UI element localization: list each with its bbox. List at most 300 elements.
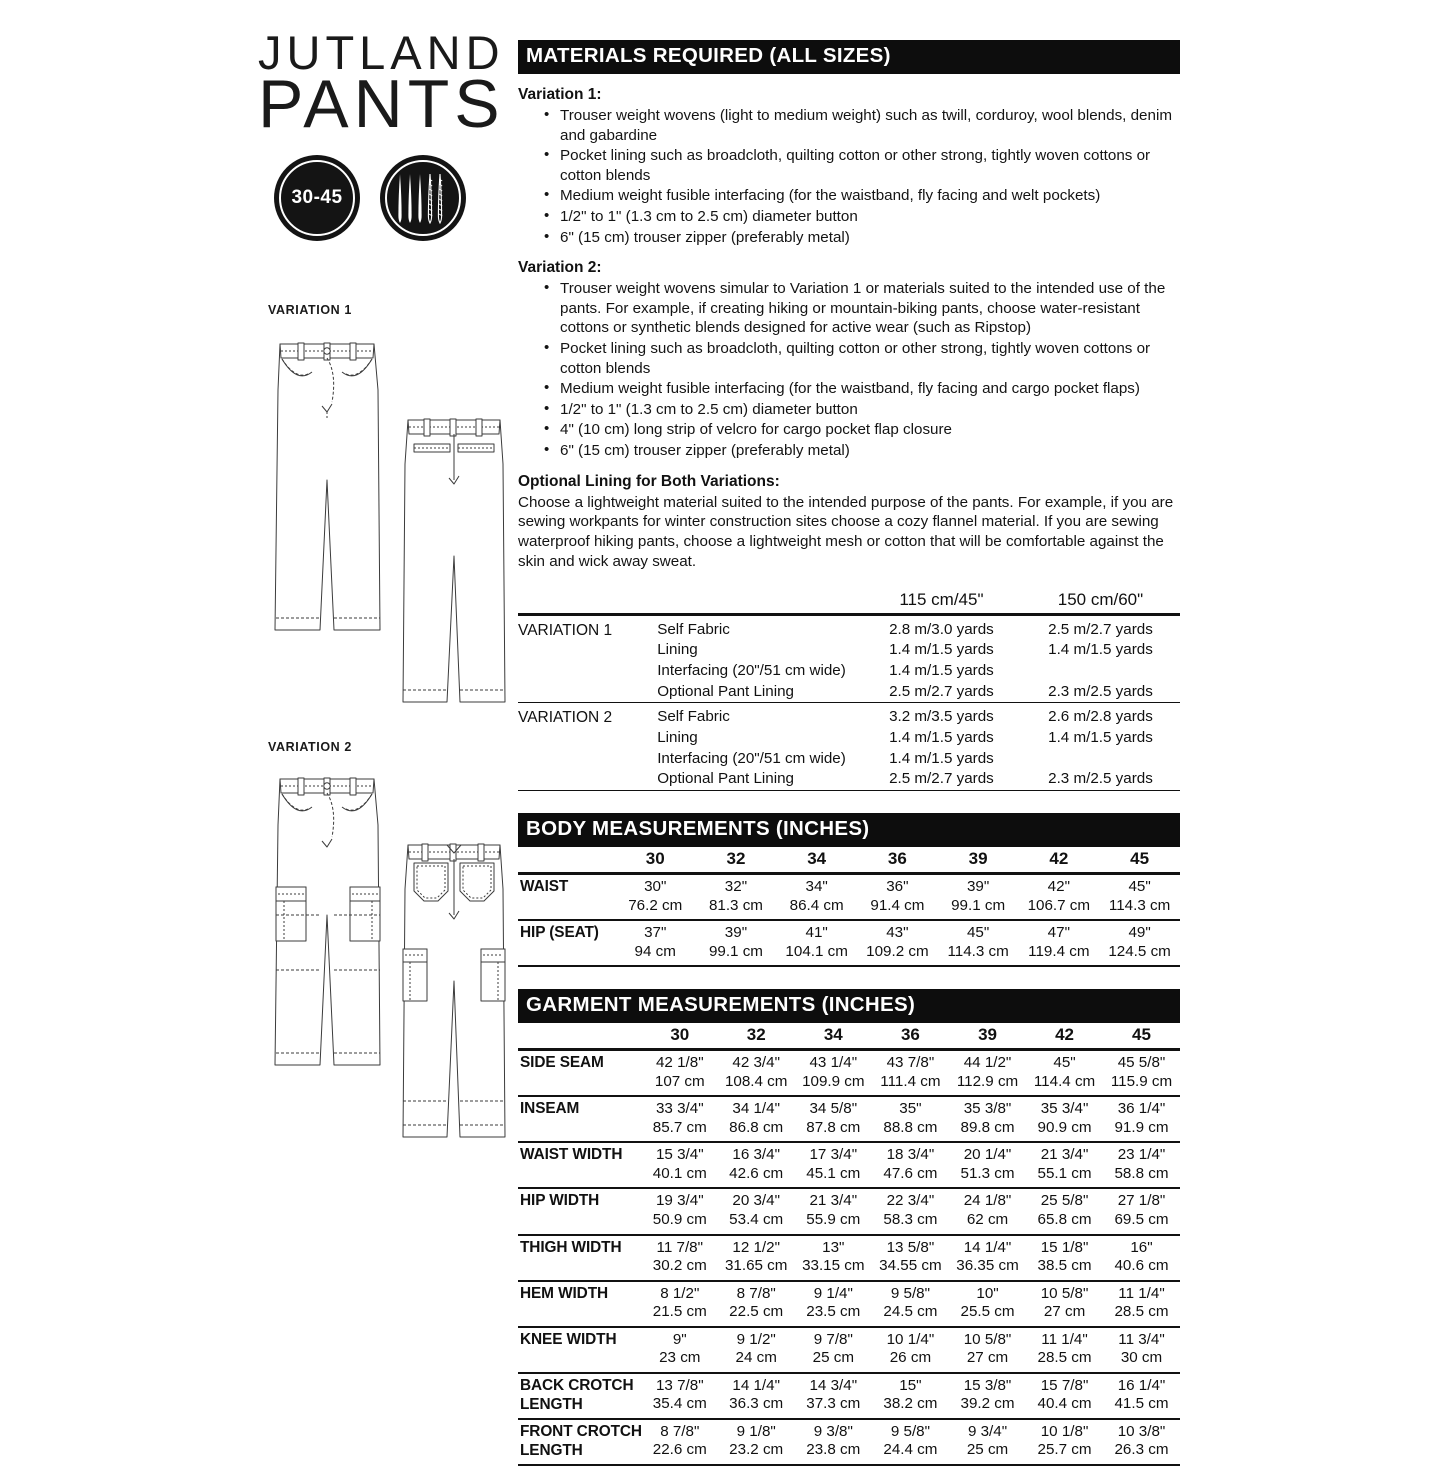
- measurement-cell: [949, 1281, 1026, 1327]
- value-cm: 87.8 cm: [806, 1118, 861, 1136]
- value-inches: 21 3/4": [809, 1192, 858, 1210]
- measurement-cell: [718, 1281, 795, 1327]
- value-inches: 13 7/8": [655, 1376, 704, 1394]
- size-header: 36: [887, 849, 907, 869]
- measurement-cell: [872, 1419, 949, 1465]
- measurement-cell: [1103, 1188, 1180, 1234]
- variation-2-heading: Variation 2:: [518, 259, 602, 277]
- measurement-cell: [776, 920, 857, 966]
- value-inches: 10 3/8": [1117, 1422, 1166, 1440]
- table-row: [518, 1419, 1180, 1465]
- value-inches: 14 1/4": [963, 1238, 1012, 1256]
- item-label: Interfacing (20"/51 cm wide): [657, 749, 846, 767]
- value-inches: 13": [822, 1238, 845, 1256]
- item-label: Optional Pant Lining: [657, 682, 794, 700]
- list-item: • Pocket lining such as broadcloth, quilting cotton or other strong, tightly woven cottons or cotton blends: [544, 339, 1180, 378]
- row-label: THIGH WIDTH: [518, 1235, 642, 1281]
- table-row: [518, 1188, 1180, 1234]
- size-header: 30: [645, 849, 665, 869]
- measurement-cell: [872, 1188, 949, 1234]
- value-cm: 109.2 cm: [866, 942, 929, 960]
- value-cm: 62 cm: [966, 1211, 1009, 1228]
- measurement-cell: [615, 874, 696, 921]
- value-inches: 34 5/8": [809, 1100, 858, 1118]
- value-inches: 34": [805, 878, 828, 896]
- value-cm: 24.5 cm: [883, 1303, 938, 1321]
- measurement-cell: [1103, 1281, 1180, 1327]
- size-range-label: 30-45: [291, 186, 343, 208]
- value-cm: 50.9 cm: [652, 1211, 707, 1228]
- value-cm: 51.3 cm: [960, 1164, 1015, 1182]
- value-inches: 9 3/4": [967, 1422, 1008, 1440]
- list-item: • Trouser weight wovens simular to Variation 1 or materials suited to the intended use of the pants. For example, if creating hiking or mountain-biking pants, choose water-resistant cottons or synthetic blends designed for active wear (such as Ripstop): [544, 279, 1180, 338]
- measurement-cell: [1018, 920, 1099, 966]
- measurement-cell: [872, 1373, 949, 1419]
- value-inches: 10 1/4": [886, 1330, 935, 1348]
- row-label: INSEAM: [518, 1096, 642, 1142]
- value-cm: 114.3 cm: [1108, 896, 1171, 914]
- measurement-cell: [615, 920, 696, 966]
- measurement-cell: [1026, 1327, 1103, 1373]
- left-column: [258, 26, 508, 241]
- table-row: [518, 1142, 1180, 1188]
- value-cm: 99.1 cm: [708, 942, 763, 960]
- value-cm: 27 cm: [966, 1349, 1009, 1367]
- value-inches: 39": [724, 924, 748, 942]
- value-cm: 86.4 cm: [789, 896, 844, 914]
- value-cm: 33.15 cm: [802, 1257, 865, 1275]
- value-cm: 86.8 cm: [729, 1118, 784, 1136]
- value-inches: 14 1/4": [732, 1376, 780, 1394]
- value-cm: 88.8 cm: [883, 1118, 938, 1136]
- value-inches: 37": [644, 924, 667, 942]
- value-cm: 115.9 cm: [1110, 1072, 1173, 1090]
- row-label: KNEE WIDTH: [518, 1327, 642, 1373]
- measurement-cell: [642, 1142, 718, 1188]
- value-inches: 25 5/8": [1040, 1192, 1089, 1210]
- measurement-cell: [696, 920, 777, 966]
- value-cm: 108.4 cm: [724, 1072, 788, 1090]
- item-label: Lining: [657, 641, 698, 659]
- value-cm: 89.8 cm: [960, 1118, 1015, 1136]
- value-cm: 24 cm: [735, 1349, 777, 1367]
- measurement-cell: [718, 1419, 795, 1465]
- value-cm: 27 cm: [1043, 1303, 1086, 1321]
- value-cm: 31.65 cm: [724, 1257, 788, 1275]
- spacer-cell: [657, 590, 862, 615]
- body-measurements-section-header: BODY MEASUREMENTS (INCHES): [518, 813, 1180, 847]
- value: 2.8 m/3.0 yards: [889, 620, 994, 638]
- variation-2-technical-drawing: [262, 765, 512, 1190]
- measurement-cell: [642, 1188, 718, 1234]
- measurement-cell: [938, 874, 1019, 921]
- row-label: HEM WIDTH: [518, 1281, 642, 1327]
- value-cm: 23.5 cm: [806, 1303, 861, 1321]
- measurement-cell: [1103, 1050, 1180, 1097]
- measurement-cell: [795, 1050, 872, 1097]
- value-cm: 25.7 cm: [1037, 1441, 1092, 1459]
- value-cm: 40.6 cm: [1114, 1257, 1169, 1275]
- value-inches: 42": [1047, 878, 1070, 896]
- value-cm: 109.9 cm: [802, 1072, 865, 1090]
- value-inches: 41": [805, 924, 828, 942]
- table-header-row: [518, 847, 1180, 874]
- value-inches: 15 7/8": [1040, 1376, 1089, 1394]
- value-inches: 9 5/8": [890, 1422, 930, 1440]
- group-label: VARIATION 1: [518, 614, 657, 703]
- value-cm: 106.7 cm: [1027, 896, 1091, 914]
- value-inches: 12 1/2": [732, 1238, 780, 1256]
- measurement-cell: [795, 1142, 872, 1188]
- value-cm: 30.2 cm: [652, 1257, 707, 1275]
- value-cm: 23.2 cm: [729, 1441, 784, 1459]
- item-label: Self Fabric: [657, 620, 730, 638]
- measurement-cell: [1103, 1235, 1180, 1281]
- variation-2-illustration-label: VARIATION 2: [268, 740, 352, 754]
- size-header: 34: [807, 849, 827, 869]
- value-inches: 14 3/4": [809, 1376, 858, 1394]
- value-inches: 9 1/4": [813, 1284, 853, 1302]
- table-row: [518, 1373, 1180, 1419]
- table-row: [518, 1281, 1180, 1327]
- value-inches: 10": [976, 1284, 999, 1302]
- measurement-cell: [949, 1235, 1026, 1281]
- measurement-cell: [949, 1188, 1026, 1234]
- item-label: Optional Pant Lining: [657, 770, 794, 788]
- value-inches: 11 3/4": [1118, 1330, 1165, 1348]
- value-inches: 34 1/4": [732, 1100, 780, 1118]
- value-cm: 55.1 cm: [1037, 1164, 1092, 1182]
- row-label: BACK CROTCH LENGTH: [518, 1373, 642, 1419]
- measurement-cell: [1026, 1281, 1103, 1327]
- value-cm: 47.6 cm: [883, 1164, 938, 1182]
- value-cm: 26.3 cm: [1114, 1441, 1169, 1459]
- measurement-cell: [1026, 1188, 1103, 1234]
- value-inches: 15 3/8": [963, 1376, 1012, 1394]
- value-inches: 42 3/4": [732, 1054, 780, 1072]
- measurement-cell: [642, 1373, 718, 1419]
- difficulty-needles-badge: [380, 155, 466, 241]
- measurement-cell: [718, 1327, 795, 1373]
- value: [1021, 749, 1180, 770]
- value-inches: 43 1/4": [809, 1054, 858, 1072]
- table-row: [518, 1050, 1180, 1097]
- row-label: HIP (SEAT): [518, 920, 615, 966]
- materials-section-header: MATERIALS REQUIRED (ALL SIZES): [518, 40, 1180, 74]
- group-values-115: [862, 614, 1021, 703]
- measurement-cell: [949, 1096, 1026, 1142]
- size-header: 32: [746, 1025, 766, 1045]
- value-inches: 22 3/4": [886, 1192, 935, 1210]
- value-inches: 20 1/4": [963, 1146, 1012, 1164]
- value-cm: 55.9 cm: [806, 1211, 861, 1228]
- value-cm: 119.4 cm: [1028, 942, 1090, 960]
- value-cm: 22.6 cm: [652, 1441, 707, 1459]
- column-header-115: 115 cm/45": [899, 589, 984, 609]
- size-header: 39: [978, 1025, 997, 1045]
- value-inches: 15 1/8": [1040, 1238, 1089, 1256]
- value-cm: 30 cm: [1120, 1349, 1163, 1367]
- value-inches: 9 7/8": [813, 1330, 853, 1348]
- spacer-cell: [518, 847, 615, 874]
- row-label: WAIST: [518, 874, 615, 921]
- value-inches: 35 3/4": [1040, 1100, 1089, 1118]
- body-measurements-table: [518, 847, 1180, 967]
- measurement-cell: [1026, 1050, 1103, 1097]
- variation-1-heading: Variation 1:: [518, 85, 602, 103]
- measurement-cell: [1099, 874, 1180, 921]
- value-cm: 53.4 cm: [729, 1211, 784, 1228]
- value-cm: 36.35 cm: [956, 1257, 1019, 1275]
- table-row: [518, 703, 1180, 791]
- measurement-cell: [872, 1281, 949, 1327]
- table-row: [518, 1096, 1180, 1142]
- value-inches: 11 1/4": [1118, 1284, 1165, 1302]
- garment-measurements-section-header: GARMENT MEASUREMENTS (INCHES): [518, 989, 1180, 1023]
- right-column: [518, 40, 1180, 1466]
- needles-icon: [397, 171, 449, 225]
- measurement-cell: [795, 1281, 872, 1327]
- measurement-cell: [718, 1050, 795, 1097]
- value-cm: 40.4 cm: [1037, 1395, 1092, 1413]
- value-cm: 65.8 cm: [1037, 1211, 1092, 1228]
- value-inches: 13 5/8": [886, 1238, 935, 1256]
- value-cm: 81.3 cm: [708, 896, 763, 914]
- value-inches: 27 1/8": [1117, 1192, 1166, 1210]
- value-inches: 44 1/2": [963, 1054, 1012, 1072]
- measurement-cell: [795, 1419, 872, 1465]
- value-cm: 58.8 cm: [1114, 1164, 1169, 1182]
- measurement-cell: [1026, 1235, 1103, 1281]
- value-inches: 16 3/4": [732, 1146, 780, 1164]
- value-inches: 9 1/8": [736, 1422, 776, 1440]
- measurement-cell: [949, 1327, 1026, 1373]
- value-inches: 45": [1128, 878, 1151, 896]
- value-cm: 38.2 cm: [883, 1395, 938, 1413]
- value-inches: 10 5/8": [1040, 1284, 1089, 1302]
- value-inches: 11 7/8": [656, 1238, 704, 1256]
- measurement-cell: [949, 1419, 1026, 1465]
- value-inches: 9": [672, 1330, 687, 1348]
- table-header-row: [518, 1023, 1180, 1050]
- size-header: 39: [968, 849, 988, 869]
- value-cm: 26 cm: [889, 1349, 932, 1367]
- value-cm: 25 cm: [812, 1349, 854, 1367]
- value-inches: 35 3/8": [963, 1100, 1012, 1118]
- value: 1.4 m/1.5 yards: [889, 729, 994, 747]
- value: 1.4 m/1.5 yards: [889, 641, 994, 659]
- value-inches: 8 7/8": [660, 1422, 700, 1440]
- group-label: VARIATION 2: [518, 703, 657, 791]
- value-inches: 16": [1130, 1238, 1153, 1256]
- measurement-cell: [949, 1142, 1026, 1188]
- value-inches: 43": [886, 924, 909, 942]
- value-cm: 94 cm: [634, 942, 676, 960]
- value-cm: 22.5 cm: [729, 1303, 784, 1321]
- value-inches: 36 1/4": [1117, 1100, 1166, 1118]
- measurement-cell: [696, 874, 777, 921]
- table-row: [518, 1327, 1180, 1373]
- list-item: • Medium weight fusible interfacing (for the waistband, fly facing and cargo pocket flaps): [544, 379, 1180, 399]
- value-cm: 25.5 cm: [960, 1303, 1015, 1321]
- group-values-115: [862, 703, 1021, 791]
- value: 1.4 m/1.5 yards: [889, 662, 994, 680]
- value-cm: 114.4 cm: [1033, 1072, 1096, 1090]
- measurement-cell: [1026, 1419, 1103, 1465]
- value-inches: 42 1/8": [655, 1054, 704, 1072]
- value-inches: 17 3/4": [809, 1146, 858, 1164]
- value-inches: 8 7/8": [736, 1284, 776, 1302]
- value: 2.6 m/2.8 yards: [1048, 708, 1153, 726]
- size-header: 42: [1055, 1025, 1074, 1045]
- value-cm: 39.2 cm: [960, 1395, 1015, 1413]
- value-cm: 69.5 cm: [1114, 1211, 1169, 1228]
- optional-lining-text: Choose a lightweight material suited to the intended purpose of the pants. For example, if you are sewing workpants for winter construction sites choose a cozy flannel material. If you are sewing waterproof hiking pants, choose a lightweight mesh or cotton that will be comfortable against the skin and wick away sweat.: [518, 493, 1174, 570]
- list-item: • Trouser weight wovens (light to medium weight) such as twill, corduroy, wool blends, denim and gabardine: [544, 106, 1180, 145]
- measurement-cell: [1026, 1373, 1103, 1419]
- measurement-cell: [642, 1327, 718, 1373]
- size-header: 30: [670, 1025, 690, 1045]
- size-header: 42: [1049, 849, 1069, 869]
- value-inches: 15": [899, 1376, 922, 1394]
- value: 2.5 m/2.7 yards: [889, 682, 994, 700]
- value-inches: 30": [644, 878, 667, 896]
- variation-1-technical-drawing: [262, 330, 512, 735]
- value-inches: 19 3/4": [655, 1192, 704, 1210]
- measurement-cell: [1026, 1142, 1103, 1188]
- group-items: [657, 703, 862, 791]
- row-label: HIP WIDTH: [518, 1188, 642, 1234]
- value-cm: 37.3 cm: [806, 1395, 861, 1413]
- measurement-cell: [1026, 1096, 1103, 1142]
- value: 1.4 m/1.5 yards: [1048, 641, 1153, 659]
- value-cm: 38.5 cm: [1037, 1257, 1092, 1275]
- value-inches: 43 7/8": [886, 1054, 935, 1072]
- size-header: 45: [1132, 1025, 1151, 1045]
- value-cm: 28.5 cm: [1114, 1303, 1169, 1321]
- size-header: 34: [823, 1025, 843, 1045]
- value-cm: 85.7 cm: [652, 1118, 707, 1136]
- measurement-cell: [795, 1373, 872, 1419]
- value: 1.4 m/1.5 yards: [1048, 729, 1153, 747]
- list-item: • 6" (15 cm) trouser zipper (preferably metal): [544, 441, 1180, 461]
- fabric-requirements-table: [518, 590, 1180, 791]
- value-cm: 28.5 cm: [1037, 1349, 1092, 1367]
- size-range-badge: [274, 155, 360, 241]
- measurement-cell: [1103, 1096, 1180, 1142]
- measurement-cell: [718, 1142, 795, 1188]
- optional-lining-heading: Optional Lining for Both Variations:: [518, 472, 780, 490]
- value-cm: 25 cm: [966, 1441, 1009, 1459]
- row-label: FRONT CROTCH LENGTH: [518, 1419, 642, 1465]
- variation-1-illustration-label: VARIATION 1: [268, 303, 352, 317]
- measurement-cell: [642, 1096, 718, 1142]
- measurement-cell: [872, 1327, 949, 1373]
- measurement-cell: [795, 1235, 872, 1281]
- measurement-cell: [795, 1327, 872, 1373]
- measurement-cell: [718, 1235, 795, 1281]
- value-inches: 16 1/4": [1117, 1376, 1166, 1394]
- measurement-cell: [1099, 920, 1180, 966]
- value-cm: 112.9 cm: [956, 1072, 1019, 1090]
- value-cm: 23 cm: [659, 1349, 701, 1367]
- measurement-cell: [642, 1281, 718, 1327]
- value-inches: 45": [966, 924, 990, 942]
- value-cm: 91.9 cm: [1114, 1118, 1169, 1136]
- measurement-cell: [642, 1419, 718, 1465]
- value-cm: 42.6 cm: [729, 1164, 784, 1182]
- value-cm: 104.1 cm: [785, 942, 848, 960]
- value: 2.5 m/2.7 yards: [1048, 620, 1153, 638]
- list-item: • Medium weight fusible interfacing (for the waistband, fly facing and welt pockets): [544, 186, 1180, 206]
- variation-1-materials-list: [518, 106, 1180, 247]
- value-inches: 21 3/4": [1040, 1146, 1089, 1164]
- value-cm: 41.5 cm: [1114, 1395, 1169, 1413]
- value-inches: 10 5/8": [963, 1330, 1012, 1348]
- value-cm: 45.1 cm: [806, 1164, 861, 1182]
- value-inches: 49": [1128, 924, 1151, 942]
- value: 2.5 m/2.7 yards: [889, 770, 994, 788]
- measurement-cell: [857, 920, 938, 966]
- row-label: WAIST WIDTH: [518, 1142, 642, 1188]
- value-cm: 111.4 cm: [880, 1072, 941, 1090]
- measurement-cell: [795, 1096, 872, 1142]
- measurement-cell: [1103, 1327, 1180, 1373]
- value-cm: 91.4 cm: [870, 896, 925, 914]
- column-header-150: 150 cm/60": [1057, 589, 1144, 609]
- measurement-cell: [949, 1050, 1026, 1097]
- measurement-cell: [776, 874, 857, 921]
- measurement-cell: [872, 1142, 949, 1188]
- list-item: • 1/2" to 1" (1.3 cm to 2.5 cm) diameter button: [544, 207, 1180, 227]
- measurement-cell: [872, 1050, 949, 1097]
- value-inches: 23 1/4": [1117, 1146, 1166, 1164]
- value-inches: 24 1/8": [963, 1192, 1012, 1210]
- value-inches: 47": [1047, 924, 1070, 942]
- value-inches: 15 3/4": [655, 1146, 704, 1164]
- value-inches: 9 5/8": [890, 1284, 930, 1302]
- table-row: [518, 1235, 1180, 1281]
- value-inches: 8 1/2": [660, 1284, 700, 1302]
- value: 2.3 m/2.5 yards: [1048, 770, 1153, 788]
- value-inches: 9 1/2": [736, 1330, 776, 1348]
- value-inches: 36": [886, 878, 909, 896]
- measurement-cell: [642, 1235, 718, 1281]
- value-inches: 39": [966, 878, 990, 896]
- table-row: [518, 874, 1180, 921]
- title-block: [258, 26, 508, 241]
- measurement-cell: [857, 874, 938, 921]
- value-cm: 114.3 cm: [947, 942, 1009, 960]
- table-row: [518, 920, 1180, 966]
- value: 3.2 m/3.5 yards: [889, 708, 994, 726]
- row-label: SIDE SEAM: [518, 1050, 642, 1097]
- measurement-cell: [718, 1096, 795, 1142]
- variation-2-materials-list: [518, 279, 1180, 460]
- value-inches: 20 3/4": [732, 1192, 780, 1210]
- value-cm: 23.8 cm: [806, 1441, 861, 1459]
- measurement-cell: [718, 1188, 795, 1234]
- spacer-cell: [518, 1023, 642, 1050]
- value-inches: 45 5/8": [1117, 1054, 1166, 1072]
- measurement-cell: [642, 1050, 718, 1097]
- value-inches: 10 1/8": [1040, 1422, 1089, 1440]
- measurement-cell: [938, 920, 1019, 966]
- value-cm: 35.4 cm: [652, 1395, 707, 1413]
- value: 2.3 m/2.5 yards: [1048, 682, 1153, 700]
- value-cm: 58.3 cm: [883, 1211, 938, 1228]
- value-inches: 32": [724, 878, 748, 896]
